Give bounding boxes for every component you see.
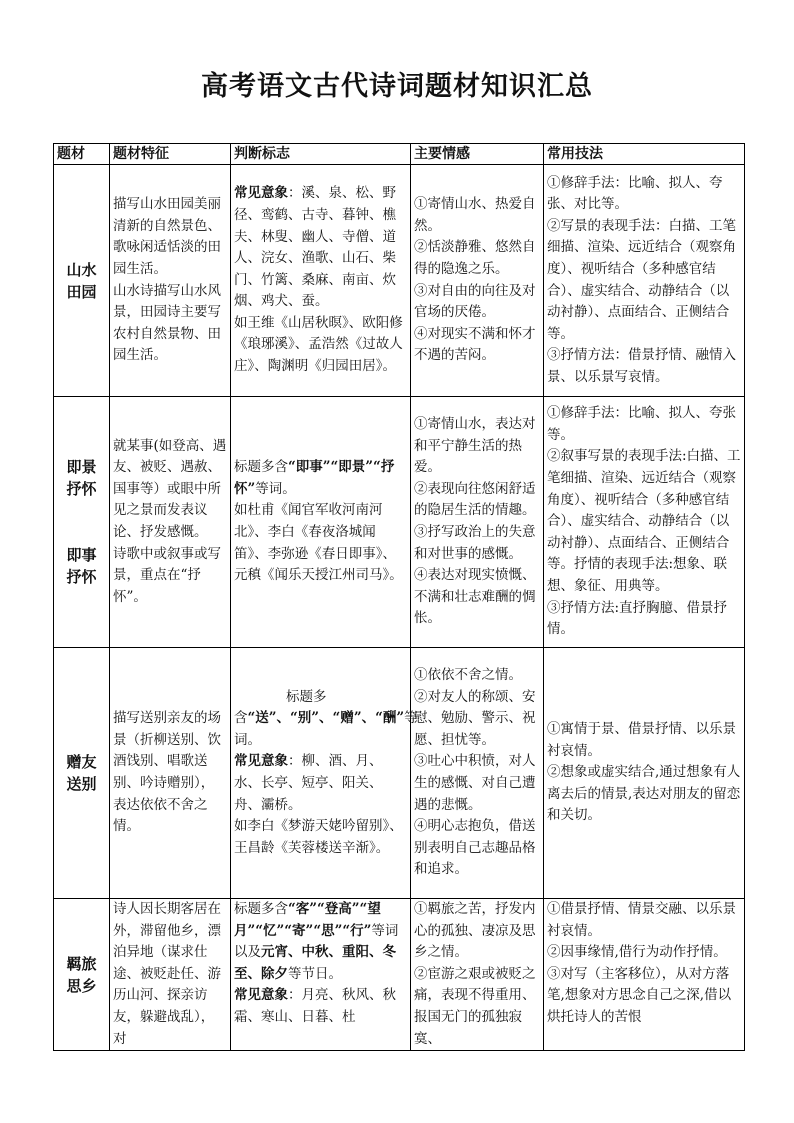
header-technique: 常用技法 bbox=[544, 144, 745, 165]
header-topic: 题材 bbox=[54, 144, 110, 165]
marker-text: 标题多含 bbox=[234, 688, 327, 727]
technique-cell: ①借景抒情、情景交融、以乐景衬哀情。 ②因事缘情,借行为动作抒情。 ③对写（主客移位），从对方落笔,想象对方思念自己之深,借以烘托诗人的苦恨 bbox=[544, 899, 745, 1051]
emotion-cell: ①羁旅之苦，抒发内心的孤独、凄凉及思乡之情。 ②宦游之艰或被贬之痛，表现不得重用、报国无门的孤独寂寞、 bbox=[411, 899, 544, 1051]
marker-cell bbox=[231, 899, 411, 1051]
marker-text: 等词。 bbox=[234, 710, 418, 748]
topic-cell: 山水 田园 bbox=[54, 165, 110, 397]
marker-text: 等节日。 bbox=[288, 965, 342, 982]
marker-text: 等词以及 bbox=[234, 922, 399, 961]
topic-cell bbox=[54, 397, 110, 648]
topic-cell: 羁旅 思乡 bbox=[54, 899, 110, 1051]
topic-label-b: 即事 抒怀 bbox=[66, 546, 97, 586]
marker-text: 标题多含 bbox=[234, 901, 288, 917]
technique-cell: ①寓情于景、借景抒情、以乐景衬哀情。 ②想象或虚实结合,通过想象有人离去后的情景,表达对朋友的留恋和关切。 bbox=[544, 648, 745, 899]
table-row bbox=[54, 899, 745, 1051]
marker-cell bbox=[231, 648, 418, 899]
emotion-cell: ①依依不舍之情。 ②对友人的称颂、安慰、勉励、警示、祝愿、担忧等。 ③吐心中积愤，对人生的感慨、对自己遭遇的悲慨。 ④明心志抱负，借送别表明自己志趣品格和追求。 bbox=[411, 648, 544, 899]
marker-text: ：柳、酒、月、水、长亭、短亭、阳关、舟、灞桥。 如李白《梦游天姥吟留别》、王昌龄《芙蓉楼送辛渐》。 bbox=[234, 753, 403, 856]
marker-cell bbox=[231, 397, 411, 648]
feature-cell: 诗人因长期客居在外，滞留他乡，漂泊异地（谋求仕途、被贬赴任、游历山河、探亲访友，躲避战乱），对 bbox=[110, 899, 231, 1051]
table-header-row bbox=[54, 144, 745, 165]
marker-keywords: “即事”“即景”“抒怀” bbox=[234, 459, 395, 497]
marker-text: ：溪、泉、松、野径、鸾鹤、古寺、暮钟、樵夫、林叟、幽人、寺僧、道人、浣女、渔歌、山石、柴门、竹篱、桑麻、南亩、炊烟、鸡犬、蚕。 如王维《山居秋暝》、欧阳修《琅琊溪》、孟浩然《过故人庄》、陶渊明《归园田居》。 bbox=[234, 185, 403, 375]
technique-cell: ①修辞手法：比喻、拟人、夸张、对比等。 ②写景的表现手法：白描、工笔细描、渲染、远近结合（观察角度）、视听结合（多种感官结合）、虚实结合、动静结合（以动衬静）、点面结合、正侧结合等。 ③抒情方法：借景抒情、融情入景、以乐景写哀情。 bbox=[544, 165, 745, 397]
emotion-cell: ①寄情山水，表达对和平宁静生活的热爱。 ②表现向往悠闲舒适的隐居生活的情趣。 ③抒写政治上的失意和对世事的感慨。 ④表达对现实愤慨、不满和壮志难酬的惆怅。 bbox=[411, 397, 544, 648]
feature-cell: 描写送别亲友的场景（折柳送别、饮酒饯别、唱歌送别、吟诗赠别），表达依依不舍之情。 bbox=[110, 648, 231, 899]
table-row bbox=[54, 648, 745, 899]
marker-text: ：月亮、秋风、秋霜、寒山、日暮、杜 bbox=[234, 987, 396, 1025]
marker-keywords: “送”、“别”、“赠”、“酬” bbox=[247, 710, 405, 727]
emotion-cell: ①寄情山水、热爱自然。 ②恬淡静雅、悠然自得的隐逸之乐。 ③对自由的向往及对官场的厌倦。 ④对现实不满和怀才不遇的苦闷。 bbox=[411, 165, 544, 397]
marker-text: 等词。 如杜甫《闻官军收河南河北》、李白《春夜洛城闻笛》、李弥逊《春日即事》、元稹《闻乐天授江州司马》。 bbox=[234, 480, 403, 584]
marker-keywords: “客”“登高”“望月”“忆”“寄”“思”“行” bbox=[234, 901, 381, 939]
table-row bbox=[54, 397, 745, 648]
table-row bbox=[54, 165, 745, 397]
technique-cell: ①修辞手法：比喻、拟人、夸张等。 ②叙事写景的表现手法:白描、工笔细描、渲染、远近结合（观察角度）、视听结合（多种感官结合）、虚实结合、动静结合（以动衬静）、点面结合、正侧结合等。抒情的表现手法:想象、联想、象征、用典等。 ③抒情方法:直抒胸臆、借景抒情。 bbox=[544, 397, 745, 648]
marker-cell bbox=[231, 165, 411, 397]
marker-text: 标题多含 bbox=[234, 459, 288, 476]
topic-cell: 赠友 送别 bbox=[54, 648, 110, 899]
header-feature: 题材特征 bbox=[110, 144, 231, 165]
page-title: 高考语文古代诗词题材知识汇总 bbox=[201, 71, 593, 102]
header-marker: 判断标志 bbox=[231, 144, 411, 165]
marker-label: 常见意象 bbox=[234, 753, 288, 770]
topic-table bbox=[53, 143, 745, 1051]
marker-label: 常见意象 bbox=[234, 987, 288, 1004]
marker-keywords: 元宵、中秋、重阳、冬至、除夕 bbox=[234, 944, 396, 982]
feature-cell: 就某事(如登高、遇友、被贬、遇赦、国事等）或眼中所见之景而发表议论、抒发感慨。 诗歌中或叙事或写景，重点在“抒怀”。 bbox=[110, 397, 231, 648]
feature-cell: 描写山水田园美丽清新的自然景色、歌咏闲适恬淡的田园生活。 山水诗描写山水风景，田园诗主要写农村自然景物、田园生活。 bbox=[110, 165, 231, 397]
marker-label: 常见意象 bbox=[234, 185, 288, 202]
header-emotion: 主要情感 bbox=[411, 144, 544, 165]
topic-label-a: 即景 抒怀 bbox=[66, 458, 97, 498]
